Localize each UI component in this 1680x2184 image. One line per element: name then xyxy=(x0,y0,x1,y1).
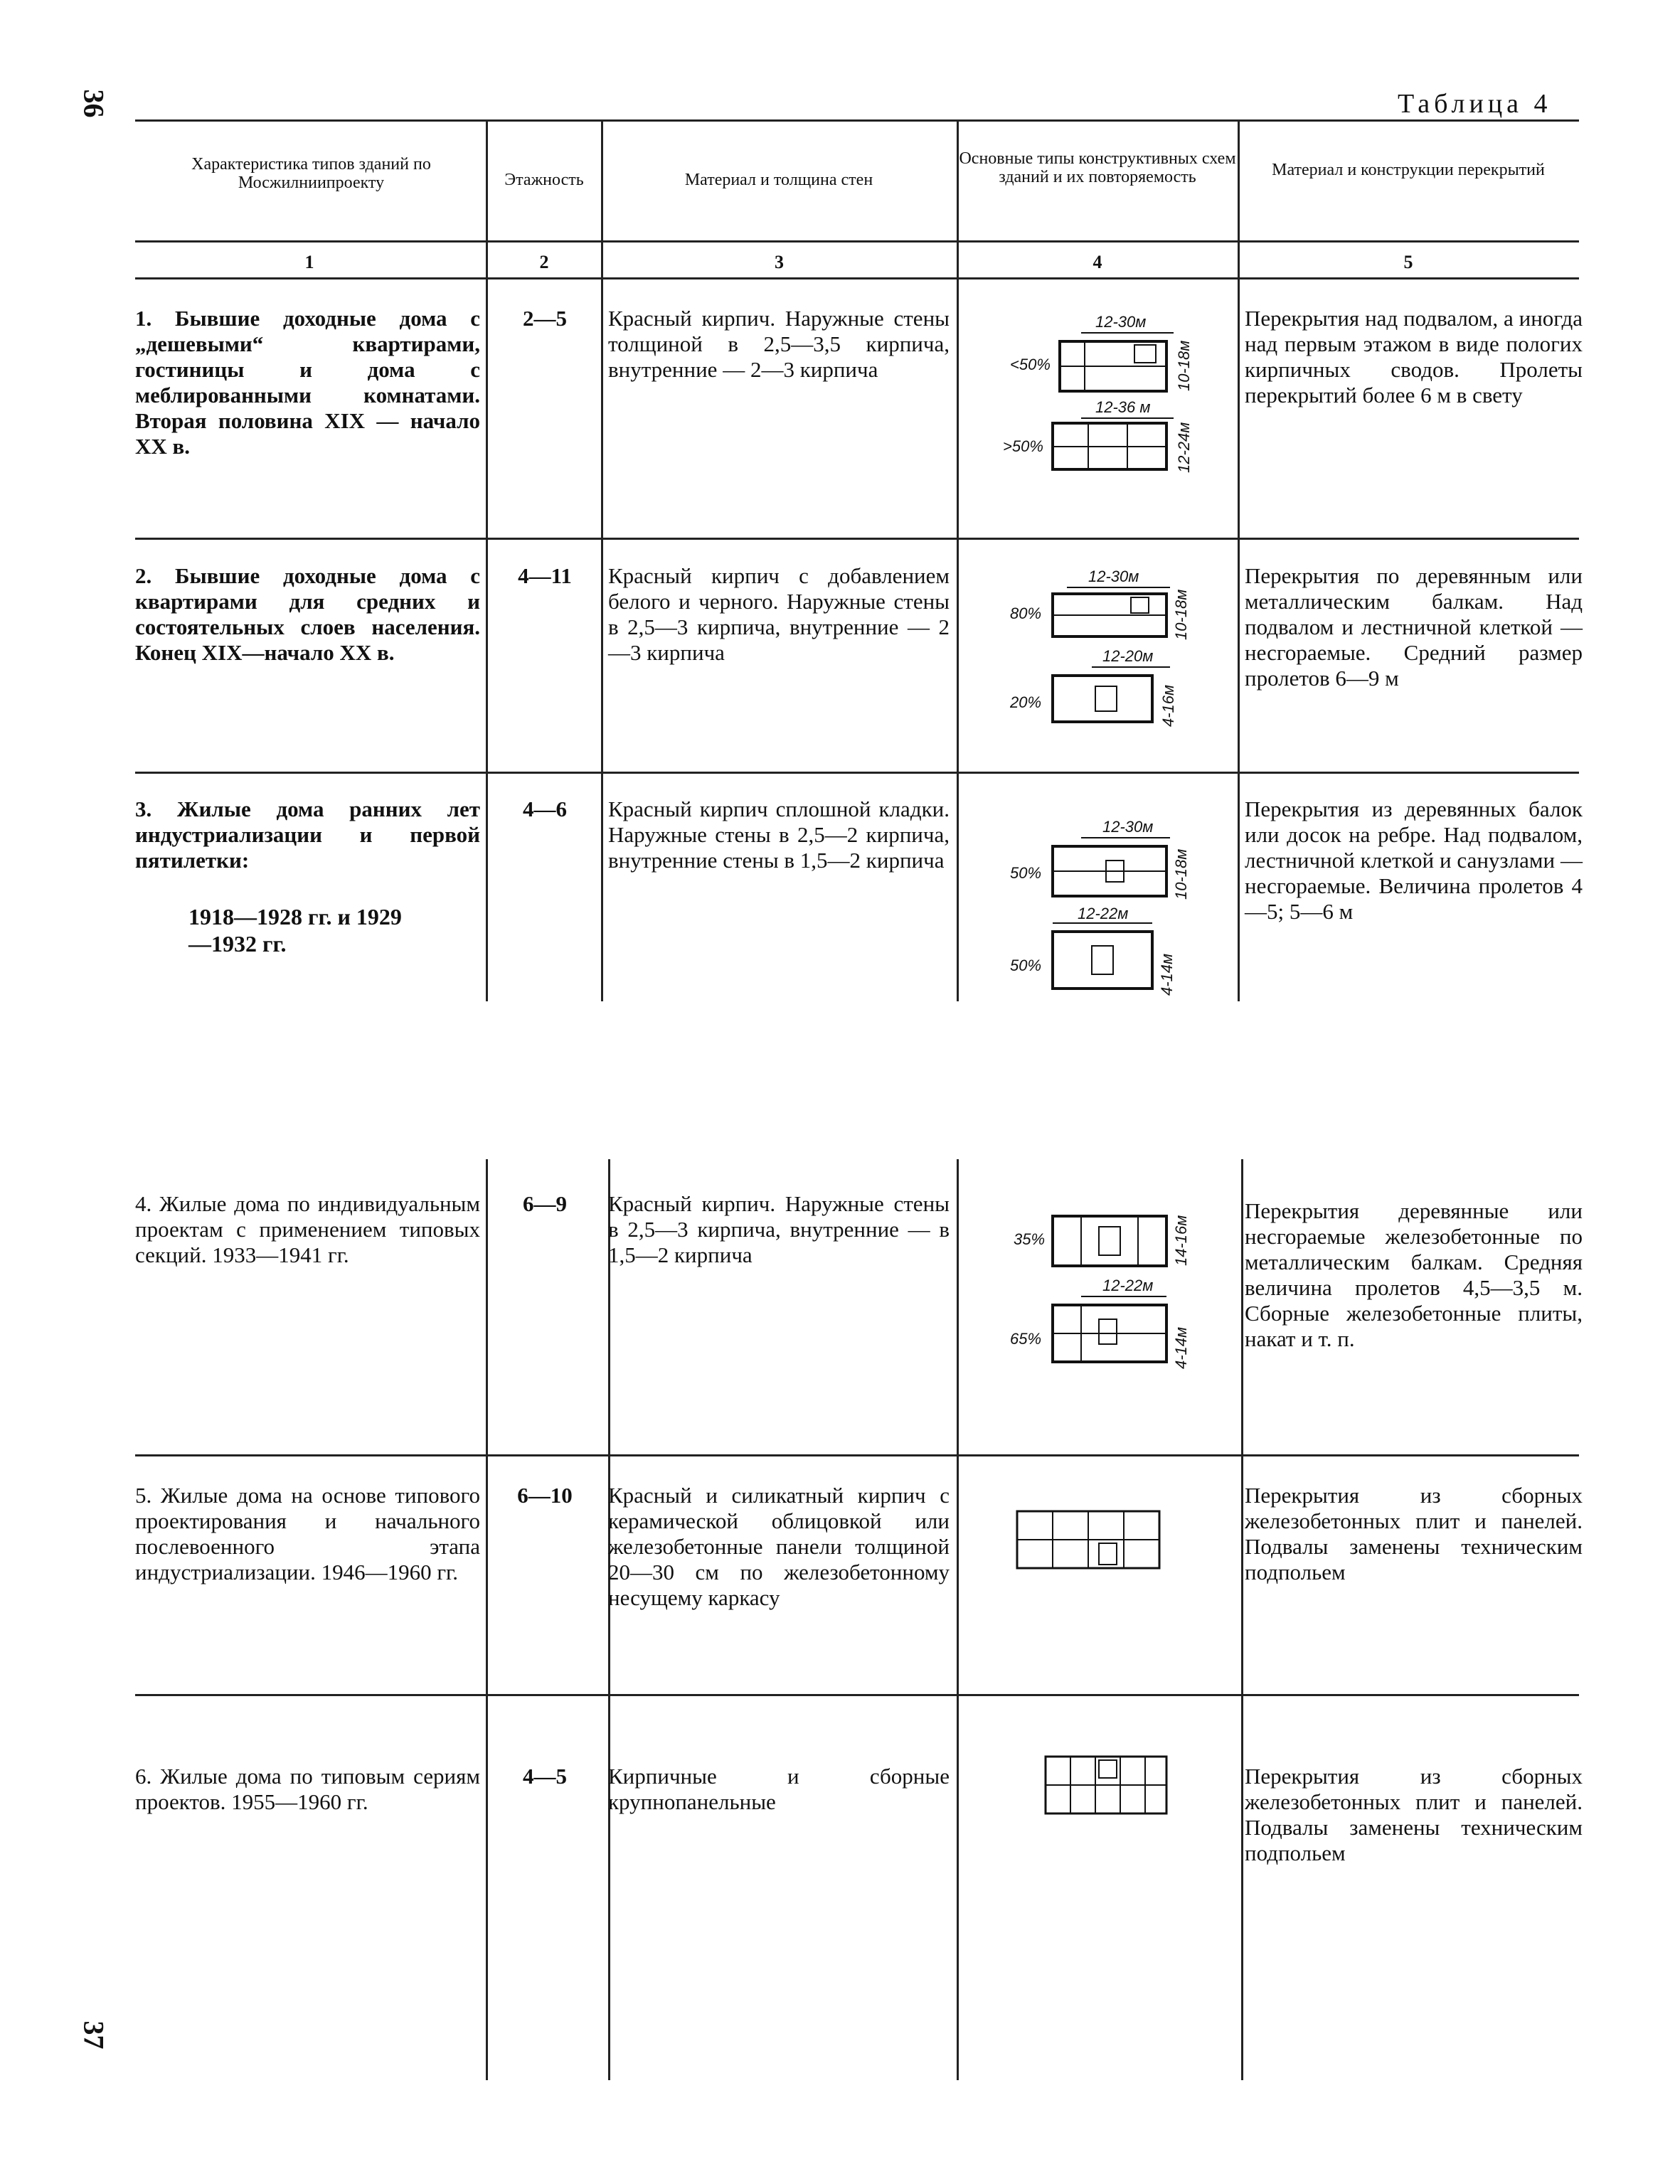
stair-icon xyxy=(1134,345,1156,363)
row-divider xyxy=(135,772,1579,774)
scheme-depth-label: 10-18м xyxy=(1172,848,1190,900)
floor-plan-outline xyxy=(1053,676,1152,722)
row3-floors: 4—6 xyxy=(523,797,567,821)
scheme-depth-label: 10-18м xyxy=(1175,340,1193,391)
stair-icon xyxy=(1092,946,1113,974)
row6-floors-material: Перекрытия из сборных железобетонных плит и панелей. Подвалы заменены техническим подпольем xyxy=(1245,1764,1583,1865)
scheme-span-label: 12-22м xyxy=(1102,1277,1154,1294)
scheme-percent-label: 35% xyxy=(1014,1230,1046,1248)
header-col1: Характеристика типов зданий по Мосжилниипроекту xyxy=(191,155,431,192)
col-divider xyxy=(608,1159,610,2080)
row5-walls: Красный и силикатный кирпич с керамической облицовкой или железобетонные панели толщиной 20—30 см по железобетонному несущему каркасу xyxy=(608,1483,950,1610)
scheme-depth-label: 4-14м xyxy=(1172,1326,1190,1369)
row3-type: 3. Жилые дома ранних лет индустриализации и первой пятилетки: xyxy=(135,797,480,873)
row6-scheme xyxy=(1038,1746,1174,1824)
col-divider xyxy=(1241,1159,1243,2080)
row4-type: 4. Жилые дома по индивидуальным проектам с применением типовых секций. 1933—1941 гг. xyxy=(135,1191,480,1267)
header-col3: Материал и толщина стен xyxy=(684,171,873,189)
col-number: 2 xyxy=(539,252,549,272)
table-top-rule xyxy=(135,119,1579,122)
scheme-percent-label: 80% xyxy=(1010,604,1042,622)
scheme-percent-label: >50% xyxy=(1003,437,1043,455)
row3-scheme xyxy=(1010,811,1195,1003)
scheme-percent-label: 50% xyxy=(1010,864,1042,882)
scheme-depth-label: 12-24м xyxy=(1175,422,1193,473)
row4-walls: Красный кирпич. Наружные стены в 2,5—3 кирпича, внутренние — в 1,5—2 кирпича xyxy=(608,1191,950,1267)
scheme-span-label: 12-30м xyxy=(1095,313,1147,331)
row5-floors: 6—10 xyxy=(517,1483,573,1508)
row2-floors: 4—11 xyxy=(518,563,572,588)
scheme-depth-label: 4-16м xyxy=(1159,684,1177,727)
scheme-span-label: 12-22м xyxy=(1078,905,1129,922)
header-col2: Этажность xyxy=(504,171,584,189)
row2-scheme xyxy=(1010,562,1195,733)
row4-scheme xyxy=(1010,1195,1195,1394)
floor-plan-outline xyxy=(1053,1216,1166,1266)
row1-floors: 2—5 xyxy=(523,306,567,331)
numbers-rule xyxy=(135,277,1579,279)
row4-floors-material: Перекрытия деревянные или несгораемые железобетонные по металлическим балкам. Средняя величина пролетов 4,5—3,5 м. Сборные железобетонные плиты, накат и т. п. xyxy=(1245,1198,1583,1351)
stair-icon xyxy=(1099,1543,1117,1565)
page-number-right: 37 xyxy=(78,2020,110,2050)
row3-years: 1918—1928 гг. и 1929—1932 гг. xyxy=(188,904,402,957)
row1-scheme xyxy=(1003,306,1209,476)
scheme-percent-label: 50% xyxy=(1010,957,1042,974)
scheme-span-label: 12-20м xyxy=(1102,647,1154,665)
page-number-left: 36 xyxy=(78,89,110,118)
col-divider xyxy=(957,1159,959,2080)
scheme-span-label: 12-36 м xyxy=(1095,398,1151,416)
row5-floors-material: Перекрытия из сборных железобетонных плит и панелей. Подвалы заменены техническим подпольем xyxy=(1245,1483,1583,1584)
row2-walls: Красный кирпич с добавлением белого и черного. Наружные стены в 2,5—3 кирпича, внутренние — 2—3 кирпича xyxy=(608,563,950,665)
stair-icon xyxy=(1099,1760,1117,1778)
stair-icon xyxy=(1131,597,1149,613)
col-number: 5 xyxy=(1403,252,1413,272)
header-rule xyxy=(135,240,1579,243)
scheme-span-label: 12-30м xyxy=(1088,568,1139,585)
row3-floors-material: Перекрытия из деревянных балок или досок на ребре. Над подвалом, лестничной клеткой и санузлами — несгораемые. Величина пролетов 4—5; 5—6 м xyxy=(1245,797,1583,924)
row1-walls: Красный кирпич. Наружные стены толщиной в 2,5—3,5 кирпича, внутренние — 2—3 кирпича xyxy=(608,306,950,382)
stair-icon xyxy=(1099,1227,1120,1255)
scheme-percent-label: 65% xyxy=(1010,1330,1042,1348)
col-number: 1 xyxy=(304,252,314,272)
row6-type: 6. Жилые дома по типовым сериям проектов. 1955—1960 гг. xyxy=(135,1764,480,1814)
row5-scheme xyxy=(1010,1501,1174,1579)
row5-type: 5. Жилые дома на основе типового проектирования и начального послевоенного этапа индустриализации. 1946—1960 гг. xyxy=(135,1483,480,1584)
stair-icon xyxy=(1099,1319,1117,1344)
row2-type: 2. Бывшие доходные дома с квартирами для средних и состоятельных слоев населения. Конец XIX—начало XX в. xyxy=(135,563,480,665)
col-number: 4 xyxy=(1092,252,1102,272)
row-divider xyxy=(135,538,1579,540)
row6-floors: 4—5 xyxy=(523,1764,567,1789)
header-col4: Основные типы конструктивных схем зданий и их повторяемость xyxy=(959,149,1236,186)
col-divider xyxy=(486,1159,488,2080)
row1-type: 1. Бывшие доходные дома с „дешевыми“ квартирами, гостиницы и дома с меблированными комнатами. Вторая половина XIX — начало XX в. xyxy=(135,306,480,459)
scheme-percent-label: 20% xyxy=(1010,693,1042,711)
col-divider xyxy=(1238,119,1240,1001)
stair-icon xyxy=(1095,686,1117,711)
scheme-depth-label: 4-14м xyxy=(1158,953,1176,996)
floor-plan-outline xyxy=(1053,932,1152,989)
row2-floors-material: Перекрытия по деревянным или металлическим балкам. Над подвалом и лестничной клеткой — несгораемые. Средний размер пролетов 6—9 м xyxy=(1245,563,1583,691)
row-divider xyxy=(135,1694,1579,1696)
header-col5: Материал и конструкции перекрытий xyxy=(1272,161,1545,179)
row1-floors-material: Перекрытия над подвалом, а иногда над первым этажом в виде пологих кирпичных сводов. Пролеты перекрытий более 6 м в свету xyxy=(1245,306,1583,407)
table-caption: Таблица 4 xyxy=(1398,89,1552,119)
row3-walls: Красный кирпич сплошной кладки. Наружные стены в 2,5—2 кирпича, внутренние стены в 1,5—2 кирпича xyxy=(608,797,950,873)
row-divider xyxy=(135,1454,1579,1456)
col-number: 3 xyxy=(775,252,784,272)
scheme-depth-label: 14-16м xyxy=(1172,1215,1190,1266)
scheme-depth-label: 10-18м xyxy=(1172,589,1190,640)
row4-floors: 6—9 xyxy=(523,1191,567,1216)
row6-walls: Кирпичные и сборные крупнопанельные xyxy=(608,1764,950,1814)
scheme-percent-label: <50% xyxy=(1010,356,1051,373)
scheme-span-label: 12-30м xyxy=(1102,818,1154,836)
